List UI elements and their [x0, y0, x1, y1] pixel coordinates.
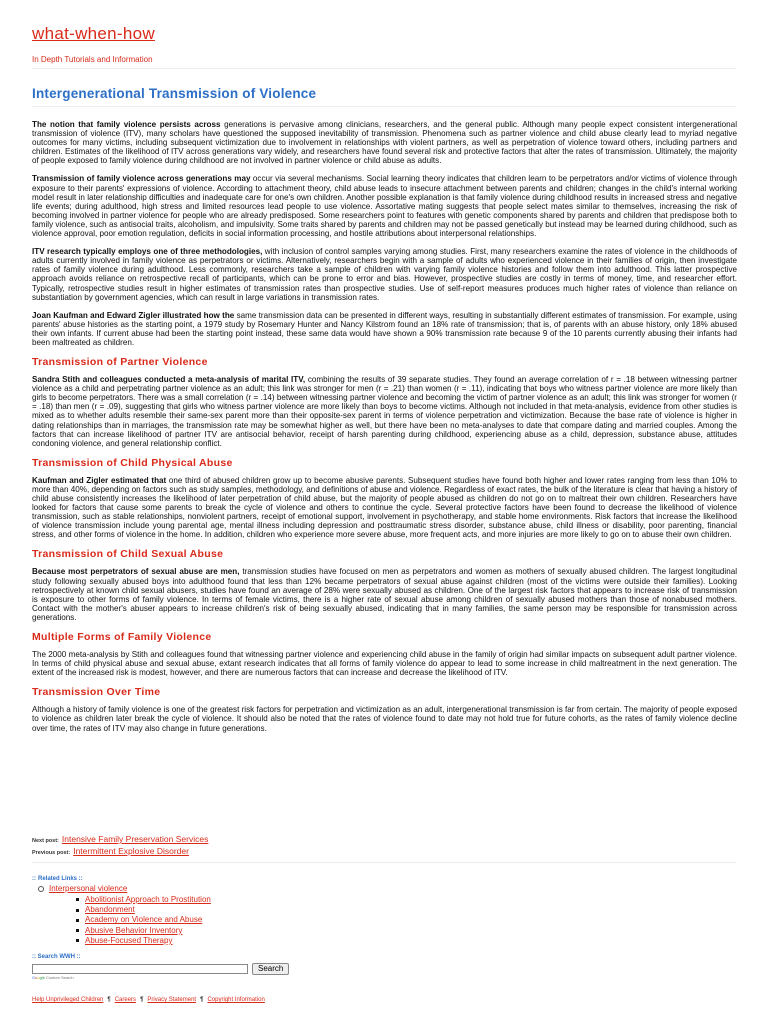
footer-divider: [32, 862, 736, 863]
related-link[interactable]: Academy on Violence and Abuse: [85, 915, 203, 925]
paragraph-lead: ITV research typically employs one of three methodologies,: [32, 247, 263, 257]
paragraph: [32, 375, 737, 448]
paragraph-text: combining the results of 39 separate studies. They found an average correlation of r = .18 between witnessing partner violence as a child and perpetrating partner violence as an adult; this link was stronger for men (r = .21) than women (r = .11), indicating that boys who witness partner violence are more likely than girls to become perpetrators. There was a small correlation (r = .14) between witnessing partner violence and becoming the victim of partner violence as an adult; this link was stronger for women (r = .18) than men (r = .09), suggesting that girls who witness partner violence are more likely than boys to become victims. Although not included in that meta-analysis, evidence from other studies is mixed as to whether adults resemble their same-sex parent more than their opposite-sex parent in terms of violence perpetration and victimization. Because the base rate of violence is higher in dating relationships than in marriages, the transmission rate may be somewhat higher as well, but there have been no meta-analyses to date that compare dating and married couples. Among the factors that can increase likelihood of partner ITV are antisocial behavior, receipt of harsh parenting during childhood, experiencing abuse as a child, depression, substance abuse, attitudes condoning violence, and general relationship conflict.: [32, 375, 738, 448]
paragraph-lead: Transmission of family violence across generations may: [32, 174, 251, 184]
paragraph: [32, 247, 737, 302]
next-post-link[interactable]: Intensive Family Preservation Services: [61, 834, 209, 844]
footer-separator: ¶: [107, 997, 111, 1003]
list-item: [76, 895, 211, 905]
search-input[interactable]: [32, 964, 248, 974]
section-heading-child-physical-abuse: Transmission of Child Physical Abuse: [32, 456, 233, 469]
circle-bullet-icon: [38, 886, 44, 892]
logo-letter: o: [35, 975, 38, 980]
footer-links: [32, 997, 265, 1003]
article-body: [32, 120, 737, 742]
paragraph: [32, 120, 737, 165]
article-title: Intergenerational Transmission of Violence: [32, 86, 317, 101]
footer-link-copyright[interactable]: Copyright Information: [207, 997, 265, 1003]
next-post: [32, 834, 208, 844]
search-heading: :: Search WWH ::: [32, 954, 81, 960]
paragraph: [32, 311, 737, 347]
site-title-link[interactable]: what-when-how: [32, 24, 155, 43]
paragraph-text: occur via several mechanisms. Social learning theory indicates that children learn to be perpetrators and/or victims of violence through exposure to their parents' expressions of violence. According to attachment theory, child abuse leads to insecure attachment between parents and children; changes in the child's internal working model result in later relationship difficulties and inadequate care for one's own children. Another possible explanation is that family violence during childhood results in increased stress and negative life events; during adulthood, high stress and limited resources lead people to use violence. Assortative mating suggests that people select mates similar to themselves, increasing the risk of becoming involved in partner violence for people who are already predisposed. Some researchers point to features with genetic components shared by parents and children that predispose both to family violence, such as antisocial traits, alcoholism, and impulsivity. Some traits shared by parents and children may not be passed genetically but instead may be learned during childhood, such as violence approval, poor emotion regulation, deficits in social information processing, and hostile attributions about interpersonal relationships.: [32, 174, 737, 239]
related-links-list: [76, 895, 211, 946]
paragraph-lead: Joan Kaufman and Edward Zigler illustrated how the: [32, 310, 235, 320]
previous-post: [32, 846, 189, 856]
section-heading-partner-violence: Transmission of Partner Violence: [32, 356, 208, 369]
footer-link-careers[interactable]: Careers: [114, 997, 137, 1003]
previous-post-link[interactable]: Intermittent Explosive Disorder: [73, 846, 189, 856]
related-link[interactable]: Abandonment: [85, 905, 135, 915]
related-link[interactable]: Abolitionist Approach to Prostitution: [85, 895, 211, 904]
square-bullet-icon: [76, 939, 79, 942]
paragraph-text: transmission studies have focused on men as perpetrators and women as mothers of sexually abused children. The largest longitudinal study following sexually abused boys into adulthood found that less than 12% became perpetrators of sexual abuse against children (most of the victims were outside their families). Looking retrospectively at known child sexual abusers, studies have found an average of 28% were sexually abused as children. One of the largest risk factors that appears to increase risk of transmission is exposure to other forms of family violence. In terms of female victims, there is a higher rate of sexual abuse among children of sexually abused mothers than those of nonabused mothers. Contact with the mother's abuser appears to increase children's risk of being sexually abused, indicating that in many families, the same person may be responsible for transmission across generations.: [32, 567, 737, 622]
list-item: [76, 915, 211, 925]
paragraph-lead: Because most perpetrators of sexual abuse are men,: [32, 567, 240, 577]
search-button[interactable]: Search: [252, 963, 289, 975]
paragraph: [32, 567, 737, 622]
footer-separator: ¶: [200, 997, 204, 1003]
site-tagline: In Depth Tutorials and Information: [32, 55, 153, 64]
google-custom-search-logo: [32, 975, 74, 980]
paragraph-text: generations is pervasive among clinicians, researchers, and the general public. Although many people expect consistent intergenerational transmission of violence (ITV), many scholars have questioned the supposed inevitability of transmission. Phenomena such as partner violence and child abuse clearly lead to myriad negative outcomes for many victims, including subsequent victimization due to involvement in relationships with violent partners, as well as perpetration of violence toward others, including partners and children. Estimates of the likelihood of ITV across generations vary widely, and researchers have found several risk and protective factors that alter the rates of transmission. Ultimately, the majority of people exposed to family violence during childhood are not involved in partner violence or child abuse as adults.: [32, 120, 737, 166]
footer-separator: ¶: [140, 997, 144, 1003]
title-divider: [32, 106, 736, 107]
section-heading-multiple-forms: Multiple Forms of Family Violence: [32, 631, 212, 644]
related-links-heading-text: Related Links: [38, 876, 78, 882]
header-divider: [32, 68, 736, 69]
logo-letter: gle: [39, 975, 45, 980]
paragraph: [32, 476, 737, 540]
list-item: [76, 936, 211, 946]
double-dot-icon: ::: [77, 876, 83, 882]
paragraph-text: Although a history of family violence is one of the greatest risk factors for perpetration and victimization as an adult, intergenerational transmission is far from certain. The majority of people exposed to violence as children later break the cycle of violence. It should also be noted that the rates of violence found to date may not hold true for future cohorts, as the rates of family violence decline over time, the rates of ITV may also change in future generations.: [32, 705, 737, 733]
paragraph: [32, 705, 737, 732]
square-bullet-icon: [76, 919, 79, 922]
related-link[interactable]: Abuse-Focused Therapy: [85, 935, 173, 945]
paragraph-text: with inclusion of control samples varying among studies. First, many researchers examine the rates of violence in the childhoods of adults currently involved in family violence as perpetrators or victims. Alternatively, researchers begin with a sample of adults who experienced violence in their families of origin, then investigate rates of family violence during adulthood. Less commonly, researchers take a sample of children with varying family violence histories and follow them into adulthood. This latter prospective approach avoids reliance on retrospective recall of participants, which can be prone to error and bias. However, prospective studies are costly in terms of money, time, and researcher effort. Typically, retrospective studies result in higher estimates of transmission rates than prospective studies. Use of self-report measures produces much higher rates of violence than reliance on substantiation by government agencies, which can result in large variations in transmission rates.: [32, 247, 737, 302]
double-dot-icon: ::: [32, 876, 36, 882]
footer-link-help-children[interactable]: Help Unprivileged Children: [32, 997, 104, 1003]
logo-letter: o: [37, 975, 40, 980]
logo-letter: G: [32, 975, 36, 980]
square-bullet-icon: [76, 898, 79, 901]
paragraph-lead: Sandra Stith and colleagues conducted a meta-analysis of marital ITV,: [32, 375, 306, 385]
related-parent-item: [38, 884, 127, 893]
paragraph-text: The 2000 meta-analysis by Stith and colleagues found that witnessing partner violence and experiencing child abuse in the family of origin had similar impacts on subsequent adult partner violence. In terms of child physical abuse and sexual abuse, extant research indicates that all forms of family violence do appear to lead to some increase in child maltreatment in the next generation. The extent of the increased risk is modest, however, and there are numerous factors that can increase and decrease the likelihood of ITV.: [32, 650, 737, 678]
list-item: [76, 905, 211, 915]
footer-link-privacy[interactable]: Privacy Statement: [147, 997, 197, 1003]
paragraph: [32, 174, 737, 238]
related-links-heading: [32, 876, 85, 882]
logo-text: Custom Search: [44, 975, 74, 980]
section-heading-child-sexual-abuse: Transmission of Child Sexual Abuse: [32, 548, 224, 561]
square-bullet-icon: [76, 909, 79, 912]
paragraph: [32, 650, 737, 677]
next-post-label: Next post:: [32, 838, 59, 844]
paragraph-lead: The notion that family violence persists across: [32, 120, 221, 129]
related-link[interactable]: Abusive Behavior Inventory: [85, 925, 183, 935]
list-item: [76, 926, 211, 936]
square-bullet-icon: [76, 929, 79, 932]
paragraph-text: one third of abused children grow up to become abusive parents. Subsequent studies have found both higher and lower rates ranging from less than 10% to more than 40%, depending on factors such as study samples, methodology, and definitions of abuse and violence. Regardless of exact rates, the bulk of the literature is clear that having a history of child abuse consistently increases the likelihood of later perpetration of child abuse, but the majority of people abused as children do not go on to maltreat their own children. Researchers have looked for factors that cause some parents to break the cycle of violence and others to continue the cycle. Several protective factors have been found to decrease the likelihood of violence transmission, such as stable relationships, nonviolent partners, receipt of emotional support, involvement in psychotherapy, and stable home environments. Risk factors that increase the likelihood of violence transmission include young parental age, mental illness including depression and posttraumatic stress disorder, substance abuse, child illness or disability, poor parenting, financial stress, and other forms of violence in the home. In addition, children who experience more severe abuse, more frequent acts, and more injuries are more likely to go on to abuse their own children.: [32, 475, 737, 540]
section-heading-over-time: Transmission Over Time: [32, 686, 161, 699]
paragraph-text: same transmission data can be presented in different ways, resulting in substantially different estimates of transmission. For example, using parents' abuse histories as the starting point, a 1979 study by Rosemary Hunter and Nancy Kilstrom found an 18% rate of transmission; that is, of parents with an abuse history, only 18% abused their own infants. If current abuse had been the starting point instead, these same data would have shown a 90% transmission rate because 9 of the 10 parents currently abusing their infants had been maltreated as children.: [32, 310, 738, 347]
previous-post-label: Previous post:: [32, 850, 71, 856]
paragraph-lead: Kaufman and Zigler estimated that: [32, 475, 167, 485]
related-parent-link[interactable]: Interpersonal violence: [49, 884, 128, 893]
